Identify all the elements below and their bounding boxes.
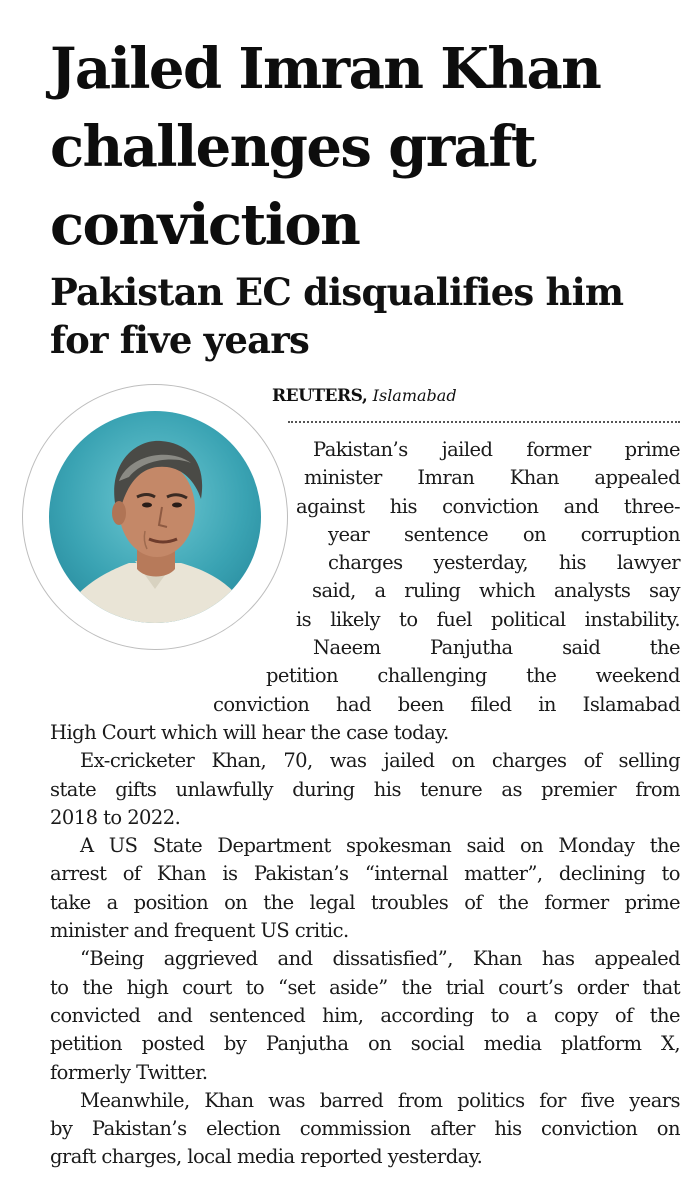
text-line: Meanwhile, Khan was barred from politics for five years	[80, 1088, 680, 1112]
headline-line: Jailed Imran Khan	[50, 36, 601, 102]
text-line: minister and frequent US critic.	[50, 919, 349, 943]
subheadline-line: Pakistan EC disqualifies him	[50, 270, 624, 314]
text-line: said, a ruling which analysts say	[312, 579, 680, 603]
text-line: Ex-cricketer Khan, 70, was jailed on charges of selling	[80, 749, 680, 773]
text-line: by Pakistan’s election commission after his conviction on	[50, 1117, 680, 1141]
text-line: conviction had been filed in Islamabad	[213, 692, 680, 716]
byline-agency: REUTERS,	[272, 386, 368, 406]
text-line: to the high court to “set aside” the trial court’s order that	[50, 975, 680, 999]
text-line: formerly Twitter.	[50, 1060, 208, 1084]
text-line: charges yesterday, his lawyer	[328, 551, 680, 575]
headline-line: challenges graft	[50, 114, 536, 180]
text-line: convicted and sentenced him, according to a copy of the	[50, 1003, 680, 1027]
text-line: is likely to fuel political instability.	[296, 607, 680, 631]
byline-place: Islamabad	[372, 386, 457, 405]
text-line: “Being aggrieved and dissatisfied”, Khan has appealed	[80, 947, 680, 971]
text-line: High Court which will hear the case today.	[50, 720, 449, 744]
subheadline	[50, 268, 680, 364]
text-line: Naeem Panjutha said the	[313, 636, 680, 660]
text-line: A US State Department spokesman said on Monday the	[80, 834, 680, 858]
text-line: state gifts unlawfully during his tenure as premier from	[50, 777, 680, 801]
text-line: year sentence on corruption	[328, 522, 680, 546]
text-line: minister Imran Khan appealed	[304, 466, 680, 490]
text-line: take a position on the legal troubles of the former prime	[50, 890, 680, 914]
text-line: against his conviction and three-	[296, 494, 680, 518]
byline	[272, 383, 682, 409]
text-line: graft charges, local media reported yesterday.	[50, 1145, 483, 1169]
text-line: 2018 to 2022.	[50, 805, 181, 829]
text-line: petition posted by Panjutha on social media platform X,	[50, 1032, 680, 1056]
headline-line: conviction	[50, 192, 360, 258]
headline	[50, 30, 680, 264]
subheadline-line: for five years	[50, 318, 310, 362]
text-line: petition challenging the weekend	[266, 664, 680, 688]
text-line: Pakistan’s jailed former prime	[313, 438, 680, 461]
text-line: arrest of Khan is Pakistan’s “internal matter”, declining to	[50, 862, 680, 886]
article-body	[50, 436, 680, 1172]
byline-divider	[288, 421, 680, 423]
